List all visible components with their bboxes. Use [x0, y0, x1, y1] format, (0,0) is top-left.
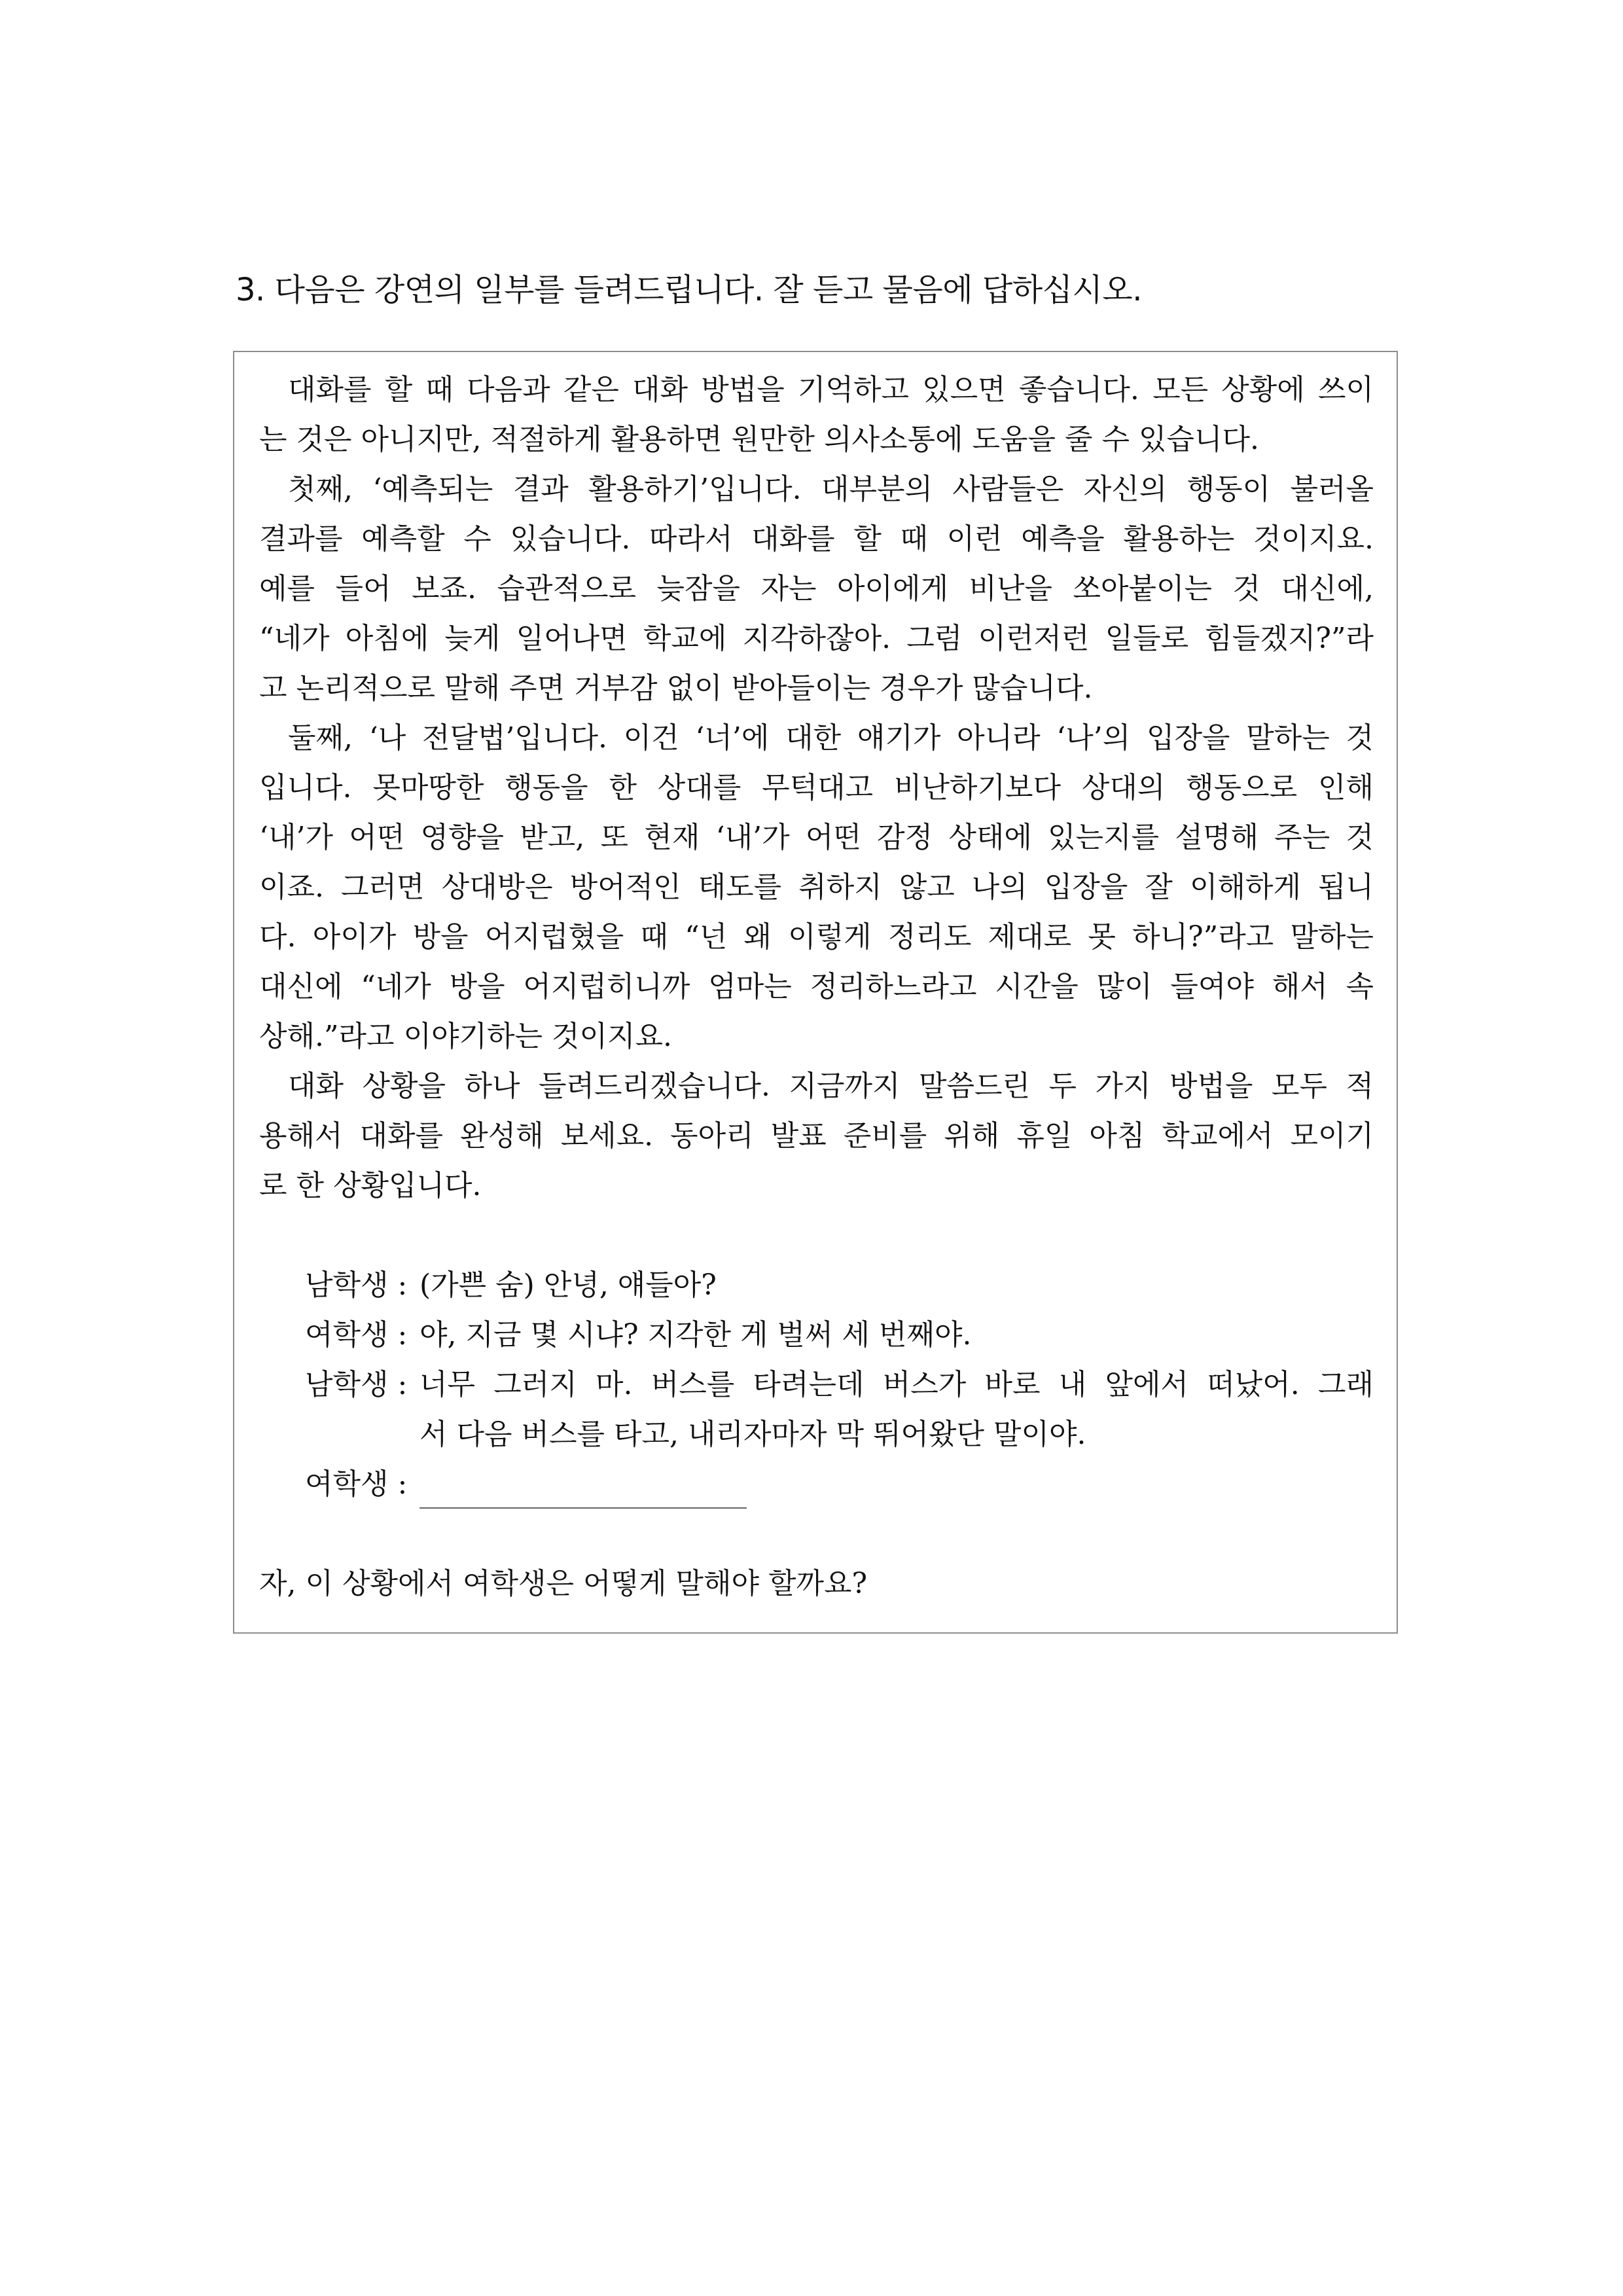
utterance [419, 1360, 1374, 1460]
passage-line: “네가 아침에 늦게 일어나면 학교에 지각하잖아. 그럼 이런저런 일들로 힘들겠지?”라 [259, 622, 1374, 655]
passage-line: 대신에 “네가 방을 어지럽히니까 엄마는 정리하느라고 시간을 많이 들여야 해서 속 [259, 970, 1374, 1003]
passage-line: 이죠. 그러면 상대방은 방어적인 태도를 취하지 않고 나의 입장을 잘 이해하게 됩니 [259, 870, 1374, 904]
passage-line: 대화를 할 때 다음과 같은 대화 방법을 기억하고 있으면 좋습니다. 모든 상황에 쓰이 [288, 373, 1374, 406]
passage-line: 대화 상황을 하나 들려드리겠습니다. 지금까지 말씀드린 두 가지 방법을 모두 적 [288, 1069, 1374, 1103]
paragraph-2 [259, 465, 1374, 713]
speaker-label: 남학생 : [305, 1368, 408, 1401]
passage-line: 첫째, ‘예측되는 결과 활용하기’입니다. 대부분의 사람들은 자신의 행동이 불러올 [288, 473, 1374, 506]
dialogue-turn [305, 1310, 1374, 1360]
dialogue-turn [305, 1261, 1374, 1310]
utterance [419, 1460, 1374, 1509]
utterance-line: 너무 그러지 마. 버스를 타려는데 버스가 바로 내 앞에서 떠났어. 그래 [419, 1368, 1374, 1401]
speaker-label: 남학생 : [305, 1268, 408, 1302]
speaker-label: 여학생 : [305, 1467, 408, 1501]
passage-line: 결과를 예측할 수 있습니다. 따라서 대화를 할 때 이런 예측을 활용하는 것이지요. [259, 522, 1374, 556]
dialogue-turn [305, 1460, 1374, 1509]
question-title: 3. 다음은 강연의 일부를 들려드립니다. 잘 듣고 물음에 답하십시오. [236, 272, 1142, 308]
passage-line: 둘째, ‘나 전달법’입니다. 이건 ‘너’에 대한 얘기가 아니라 ‘나’의 입장을 말하는 것 [288, 721, 1374, 755]
paragraph-4 [259, 1062, 1374, 1211]
paragraph-3 [259, 713, 1374, 1062]
passage-line: 용해서 대화를 완성해 보세요. 동아리 발표 준비를 위해 휴일 아침 학교에서 모이기 [259, 1119, 1374, 1153]
utterance [419, 1310, 1374, 1360]
passage-line: 고 논리적으로 말해 주면 거부감 없이 받아들이는 경우가 많습니다. [259, 672, 1093, 705]
passage-line: 상해.”라고 이야기하는 것이지요. [259, 1020, 672, 1053]
passage-line: 다. 아이가 방을 어지럽혔을 때 “넌 왜 이렇게 정리도 제대로 못 하니?”라고 말하는 [259, 920, 1374, 954]
utterance-line: 서 다음 버스를 타고, 내리자마자 막 뛰어왔단 말이야. [419, 1418, 1086, 1451]
passage-line: ‘내’가 어떤 영향을 받고, 또 현재 ‘내’가 어떤 감정 상태에 있는지를 설명해 주는 것 [259, 821, 1374, 854]
speaker-label: 여학생 : [305, 1318, 408, 1352]
dialogue-turn [305, 1360, 1374, 1460]
utterance-line: (가쁜 숨) 안녕, 얘들아? [419, 1268, 717, 1302]
closing-question: 자, 이 상황에서 여학생은 어떻게 말해야 할까요? [259, 1567, 868, 1600]
passage-box [233, 351, 1398, 1634]
passage-line: 는 것은 아니지만, 적절하게 활용하면 원만한 의사소통에 도움을 줄 수 있습니다. [259, 423, 1259, 456]
paragraph-1 [259, 365, 1374, 465]
passage-line: 예를 들어 보죠. 습관적으로 늦잠을 자는 아이에게 비난을 쏘아붙이는 것 대신에, [259, 572, 1374, 605]
passage-line: 입니다. 못마땅한 행동을 한 상대를 무턱대고 비난하기보다 상대의 행동으로 인해 [259, 771, 1374, 804]
passage-line: 로 한 상황입니다. [259, 1169, 482, 1202]
utterance-line: 야, 지금 몇 시냐? 지각한 게 벌써 세 번째야. [419, 1318, 972, 1352]
answer-blank-line [419, 1460, 747, 1509]
dialogue [259, 1261, 1374, 1509]
utterance [419, 1261, 1374, 1310]
